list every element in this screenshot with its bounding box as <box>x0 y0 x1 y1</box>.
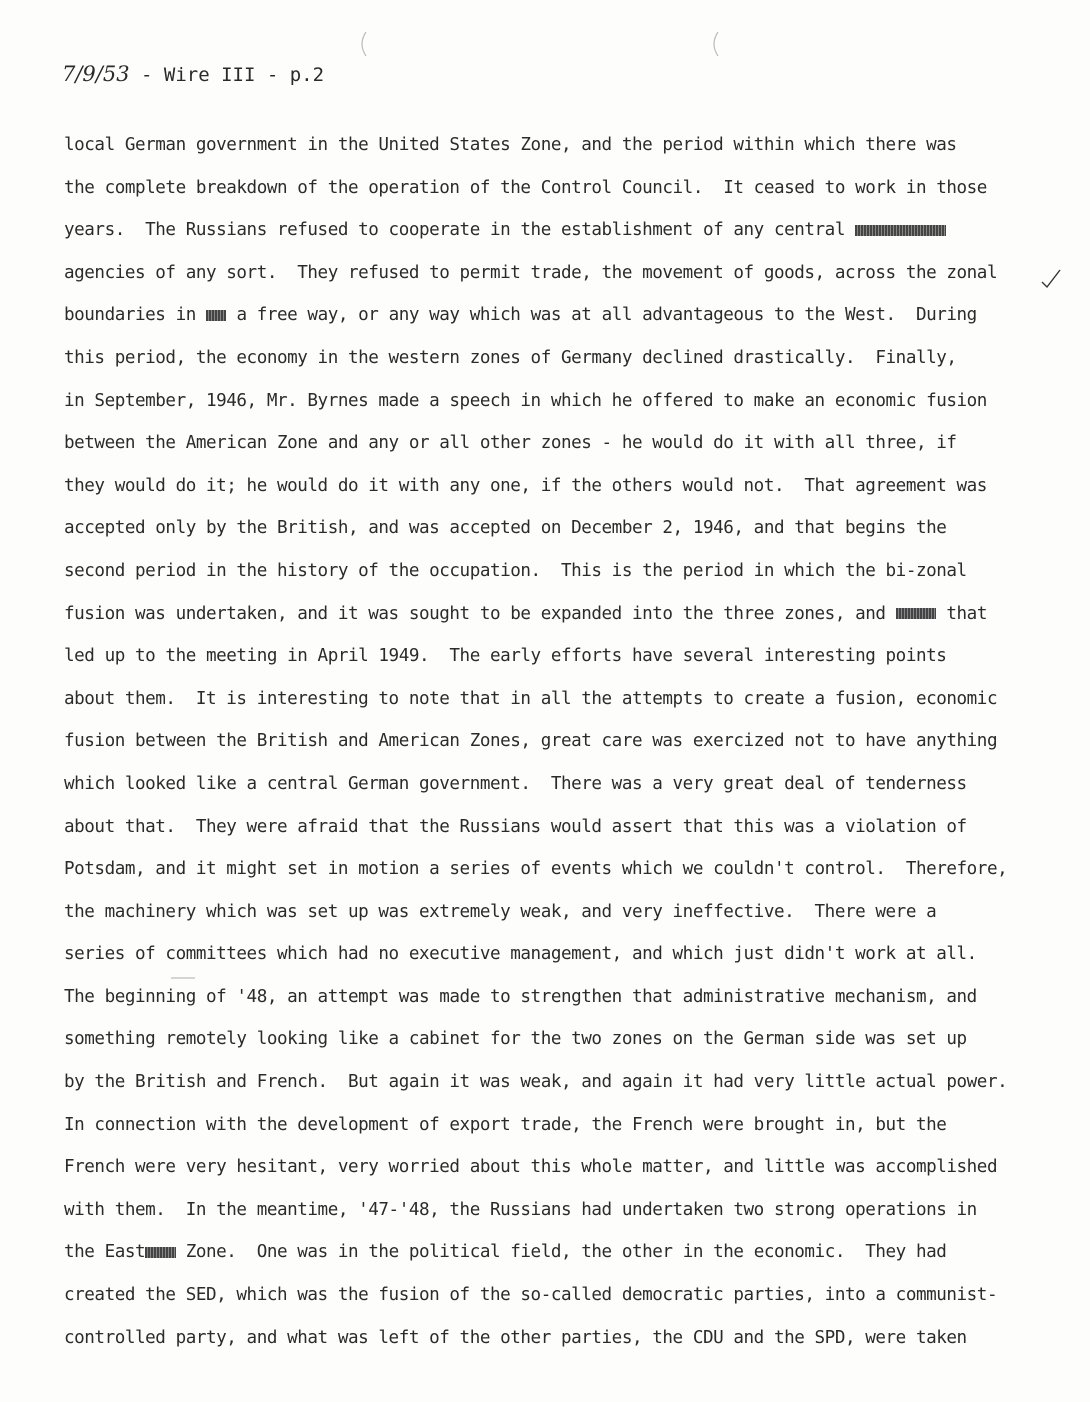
text-segment: boundaries in <box>64 305 206 326</box>
header-date: 7/9/53 <box>62 62 130 86</box>
text-line: in September, 1946, Mr. Byrnes made a speech in which he offered to make an economic fusion <box>64 390 987 411</box>
text-line: between the American Zone and any or all other zones - he would do it with all three, if <box>64 433 957 454</box>
text-segment: a free way, or any way which was at all advantageous to the West. During <box>226 305 977 326</box>
text-line: accepted only by the British, and was accepted on December 2, 1946, and that begins the <box>64 518 947 539</box>
text-line: Potsdam, and it might set in motion a series of events which we couldn't control. Therefore, <box>64 859 1008 880</box>
struck-out-word <box>896 608 937 619</box>
text-line: with them. In the meantime, '47-'48, the Russians had undertaken two strong operations in <box>64 1199 977 1220</box>
text-line: which looked like a central German government. There was a very great deal of tenderness <box>64 773 967 794</box>
typed-body-text <box>64 130 1054 1365</box>
text-line: this period, the economy in the western zones of Germany declined drastically. Finally, <box>64 347 957 368</box>
text-segment: the East <box>64 1242 146 1263</box>
text-line: fusion between the British and American Zones, great care was exercized not to have anything <box>64 731 998 752</box>
text-segment: years. The Russians refused to cooperate in the establishment of any central <box>64 220 856 241</box>
text-line: second period in the history of the occupation. This is the period in which the bi-zonal <box>64 560 967 581</box>
text-line: about that. They were afraid that the Russians would assert that this was a violation of <box>64 816 967 837</box>
text-line: about them. It is interesting to note that in all the attempts to create a fusion, economic <box>64 688 998 709</box>
text-line <box>64 1237 1054 1280</box>
text-line: they would do it; he would do it with any one, if the others would not. That agreement was <box>64 475 987 496</box>
margin-paren-mark <box>356 30 370 58</box>
page-header <box>62 62 324 86</box>
text-line <box>64 599 1054 642</box>
text-line <box>64 300 1054 343</box>
text-line: In connection with the development of export trade, the French were brought in, but the <box>64 1114 947 1135</box>
text-line: agencies of any sort. They refused to permit trade, the movement of goods, across the zonal <box>64 262 998 283</box>
text-line: something remotely looking like a cabinet for the two zones on the German side was set up <box>64 1029 967 1050</box>
text-segment: fusion was undertaken, and it was sought to be expanded into the three zones, and <box>64 603 896 624</box>
text-line: by the British and French. But again it was weak, and again it had very little actual power. <box>64 1072 1008 1093</box>
text-line: led up to the meeting in April 1949. The early efforts have several interesting points <box>64 646 947 667</box>
struck-out-word <box>145 1247 175 1258</box>
text-line: series of committees which had no executive management, and which just didn't work at all. <box>64 944 977 965</box>
struck-out-word <box>206 310 226 321</box>
text-line: the machinery which was set up was extremely weak, and very ineffective. There were a <box>64 901 937 922</box>
text-segment: Zone. One was in the political field, the other in the economic. They had <box>175 1242 947 1263</box>
header-title: - Wire III - p.2 <box>129 64 325 86</box>
text-segment: that <box>936 603 987 624</box>
text-line: The beginning of '48, an attempt was made to strengthen that administrative mechanism, and <box>64 986 977 1007</box>
text-line: French were very hesitant, very worried about this whole matter, and little was accomplished <box>64 1157 998 1178</box>
text-line <box>64 215 1054 258</box>
text-line: created the SED, which was the fusion of the so-called democratic parties, into a communist- <box>64 1285 998 1306</box>
text-line: local German government in the United States Zone, and the period within which there was <box>64 135 957 155</box>
margin-paren-mark <box>708 30 722 58</box>
text-line: controlled party, and what was left of the other parties, the CDU and the SPD, were taken <box>64 1327 967 1348</box>
struck-out-word <box>855 225 946 236</box>
text-line: the complete breakdown of the operation of the Control Council. It ceased to work in those <box>64 177 987 198</box>
